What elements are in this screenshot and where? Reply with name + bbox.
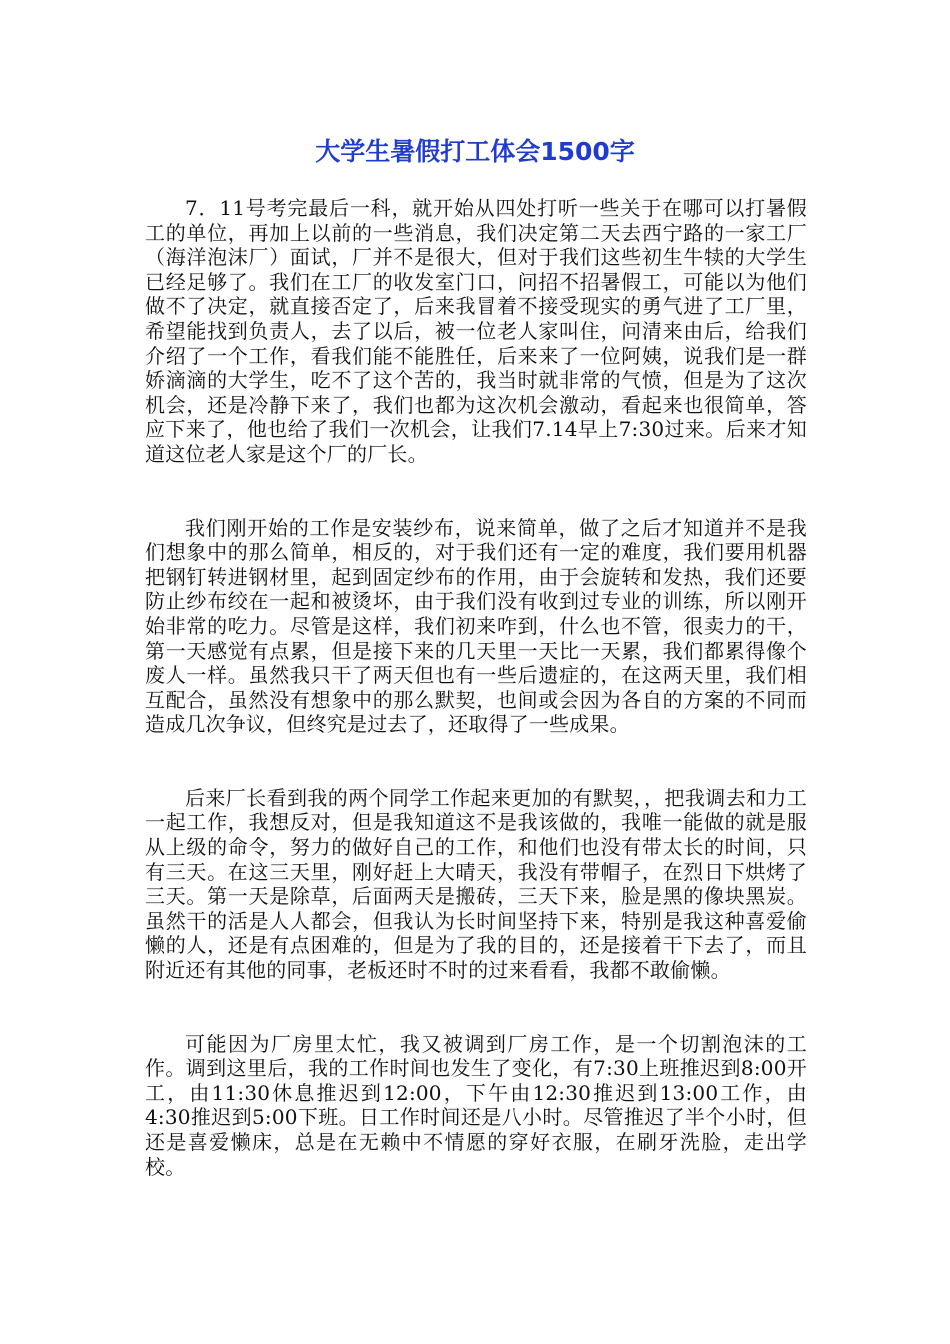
paragraph-3: 后来厂长看到我的两个同学工作起来更加的有默契，，把我调去和力工一起工作，我想反对，但是我知道这不是我该做的，我唯一能做的就是服从上级的命令，努力的做好自己的工作，和他们也没有带太长的时间，只有三天。在这三天里，刚好赶上大晴天，我没有带帽子，在烈日下烘烤了三天。第一天是除草，后面两天是搬砖，三天下来，脸是黑的像块黑炭。虽然干的活是人人都会，但我认为长时间坚持下来，特别是我这种喜爱偷懒的人，还是有点困难的，但是为了我的目的，还是接着干下去了，而且附近还有其他的同事，老板还时不时的过来看看，我都不敢偷懒。 <box>145 785 807 983</box>
paragraph-2: 我们刚开始的工作是安装纱布，说来简单，做了之后才知道并不是我们想象中的那么简单，相反的，对于我们还有一定的难度，我们要用机器把钢钉转进钢材里，起到固定纱布的作用，由于会旋转和发热，我们还要防止纱布绞在一起和被烫坏，由于我们没有收到过专业的训练，所以刚开始非常的吃力。尽管是这样，我们初来咋到，什么也不管，很卖力的干，第一天感觉有点累，但是接下来的几天里一天比一天累，我们都累得像个废人一样。虽然我只干了两天但也有一些后遗症的，在这两天里，我们相互配合，虽然没有想象中的那么默契，也间或会因为各自的方案的不同而造成几次争议，但终究是过去了，还取得了一些成果。 <box>145 515 807 737</box>
paragraph-4: 可能因为厂房里太忙，我又被调到厂房工作，是一个切割泡沫的工作。调到这里后，我的工作时间也发生了变化，有7:30上班推迟到8:00开工，由11:30休息推迟到12:00，下午由12:30推迟到13:00工作，由4:30推迟到5:00下班。日工作时间还是八小时。尽管推迟了半个小时，但还是喜爱懒床，总是在无赖中不情愿的穿好衣服，在刷牙洗脸，走出学校。 <box>145 1031 807 1179</box>
document-title: 大学生暑假打工体会1500字 <box>315 137 635 166</box>
paragraph-1: 7．11号考完最后一科，就开始从四处打听一些关于在哪可以打暑假工的单位，再加上以前的一些消息，我们决定第二天去西宁路的一家工厂（海洋泡沫厂）面试，厂并不是很大，但对于我们这些初生牛犊的大学生已经足够了。我们在工厂的收发室门口，问招不招暑假工，可能以为他们做不了决定，就直接否定了，后来我冒着不接受现实的勇气进了工厂里，希望能找到负责人，去了以后，被一位老人家叫住，问清来由后，给我们介绍了一个工作，看我们能不能胜任，后来来了一位阿姨，说我们是一群娇滴滴的大学生，吃不了这个苦的，我当时就非常的气愤，但是为了这次机会，还是冷静下来了，我们也都为这次机会激动，看起来也很简单，答应下来了，他也给了我们一次机会，让我们7.14早上7:30过来。后来才知道这位老人家是这个厂的厂长。 <box>145 196 807 466</box>
document-body <box>145 196 807 1179</box>
